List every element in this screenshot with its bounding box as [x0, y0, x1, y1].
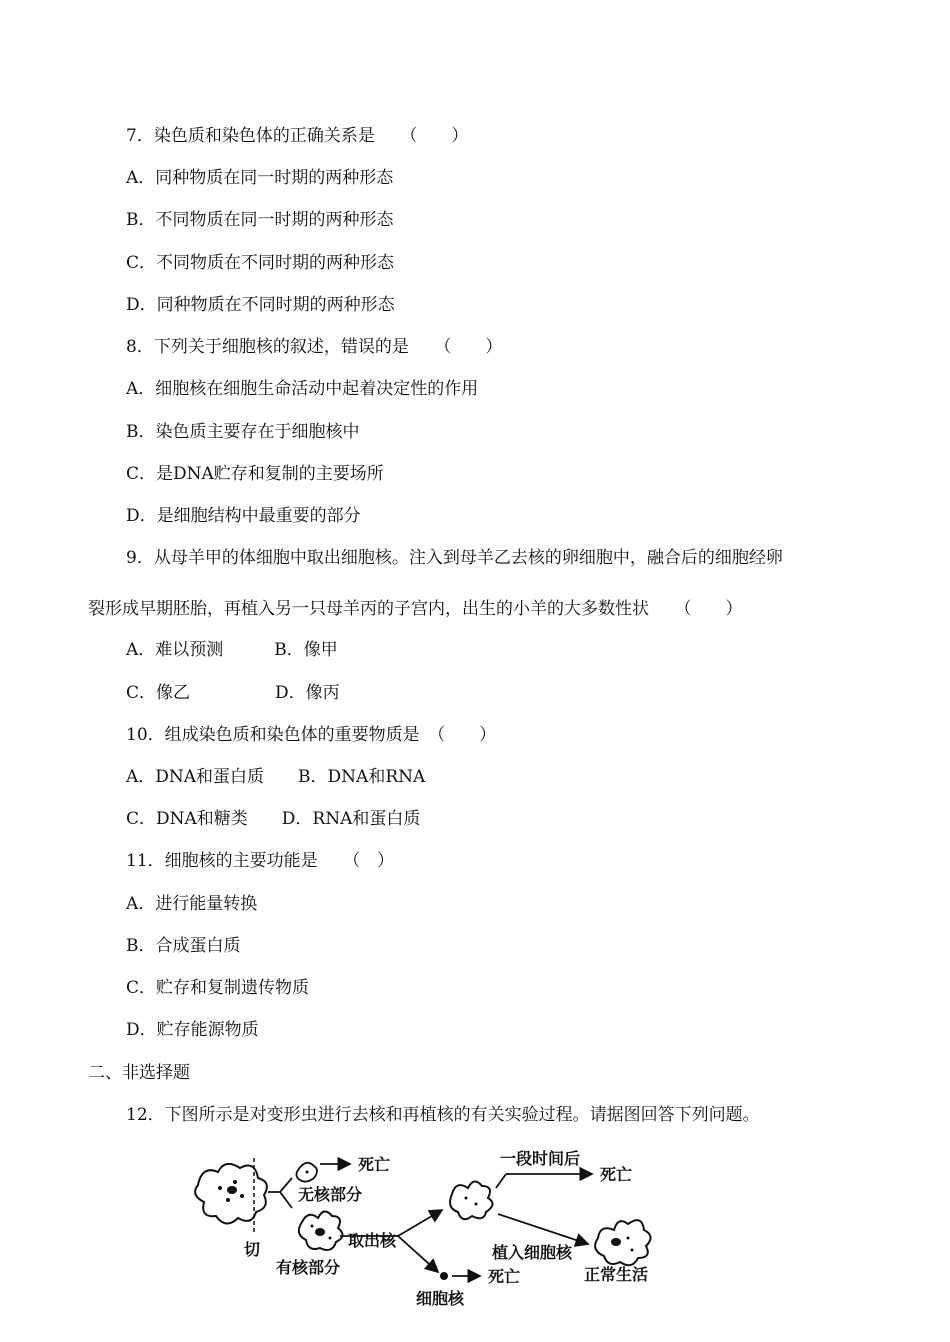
q10-options-ab: A．DNA和蛋白质 B．DNA和RNA: [126, 767, 426, 787]
q7-option-d: D．同种物质在不同时期的两种形态: [126, 295, 395, 315]
q11-option-d: D．贮存能源物质: [126, 1020, 259, 1040]
q9-options-ab: A．难以预测 B．像甲: [126, 640, 338, 660]
q11-option-a: A．进行能量转换: [126, 894, 258, 914]
label-take-nucleus: 取出核: [348, 1231, 397, 1250]
q7-option-a: A．同种物质在同一时期的两种形态: [126, 168, 394, 188]
q9-options-cd: C．像乙 D．像丙: [126, 683, 340, 703]
q8-stem: 8．下列关于细胞核的叙述，错误的是 （ ）: [126, 337, 503, 357]
nucleus-icon: [440, 1272, 448, 1280]
arrow-to-enucleated: [398, 1210, 442, 1236]
q7-stem: 7．染色质和染色体的正确关系是 （ ）: [126, 126, 469, 146]
label-after-time: 一段时间后: [500, 1149, 581, 1168]
label-dead1: 死亡: [358, 1155, 391, 1174]
whole-amoeba-icon: [195, 1164, 267, 1224]
normal-amoeba-icon: [595, 1220, 650, 1265]
q9-stem-line2: 裂形成早期胚胎，再植入另一只母羊丙的子宫内，出生的小羊的大多数性状 （ ）: [88, 599, 743, 619]
q11-stem: 11．细胞核的主要功能是 （ ）: [126, 851, 395, 871]
enucleated-amoeba-icon: [450, 1181, 493, 1219]
branch-up: [496, 1174, 506, 1188]
label-no-nucleus-part: 无核部分: [298, 1185, 363, 1204]
q11-option-c: C．贮存和复制遗传物质: [126, 978, 310, 998]
nucleated-fragment-icon: [299, 1211, 343, 1250]
arrow-to-normal: [498, 1214, 588, 1244]
label-nucleus: 细胞核: [416, 1289, 465, 1308]
label-dead3: 死亡: [488, 1267, 521, 1286]
section-heading-non-choice: 二、非选择题: [88, 1063, 190, 1083]
q11-option-b: B．合成蛋白质: [126, 936, 241, 956]
q8-option-b: B．染色质主要存在于细胞核中: [126, 422, 360, 442]
non-nucleated-fragment-icon: [296, 1163, 317, 1182]
label-normal-life: 正常生活: [584, 1265, 649, 1284]
label-implant-nucleus: 植入细胞核: [492, 1243, 573, 1262]
amoeba-experiment-figure: [180, 1140, 700, 1330]
label-cut: 切: [244, 1240, 261, 1259]
q8-option-c: C．是DNA贮存和复制的主要场所: [126, 464, 384, 484]
q10-options-cd: C．DNA和糖类 D．RNA和蛋白质: [126, 809, 421, 829]
arrow-to-nucleus: [398, 1236, 438, 1272]
label-dead2: 死亡: [600, 1165, 633, 1184]
q7-option-b: B．不同物质在同一时期的两种形态: [126, 210, 394, 230]
q10-stem: 10．组成染色质和染色体的重要物质是 （ ）: [126, 725, 497, 745]
q7-option-c: C．不同物质在不同时期的两种形态: [126, 253, 395, 273]
q8-option-d: D．是细胞结构中最重要的部分: [126, 506, 361, 526]
q12-stem: 12．下图所示是对变形虫进行去核和再植核的有关实验过程。请据图回答下列问题。: [126, 1105, 760, 1125]
label-nucleated-part: 有核部分: [276, 1258, 341, 1277]
q9-stem-line1: 9．从母羊甲的体细胞中取出细胞核。注入到母羊乙去核的卵细胞中，融合后的细胞经卵: [126, 548, 783, 568]
q8-option-a: A．细胞核在细胞生命活动中起着决定性的作用: [126, 379, 479, 399]
split-bracket: [268, 1178, 292, 1208]
